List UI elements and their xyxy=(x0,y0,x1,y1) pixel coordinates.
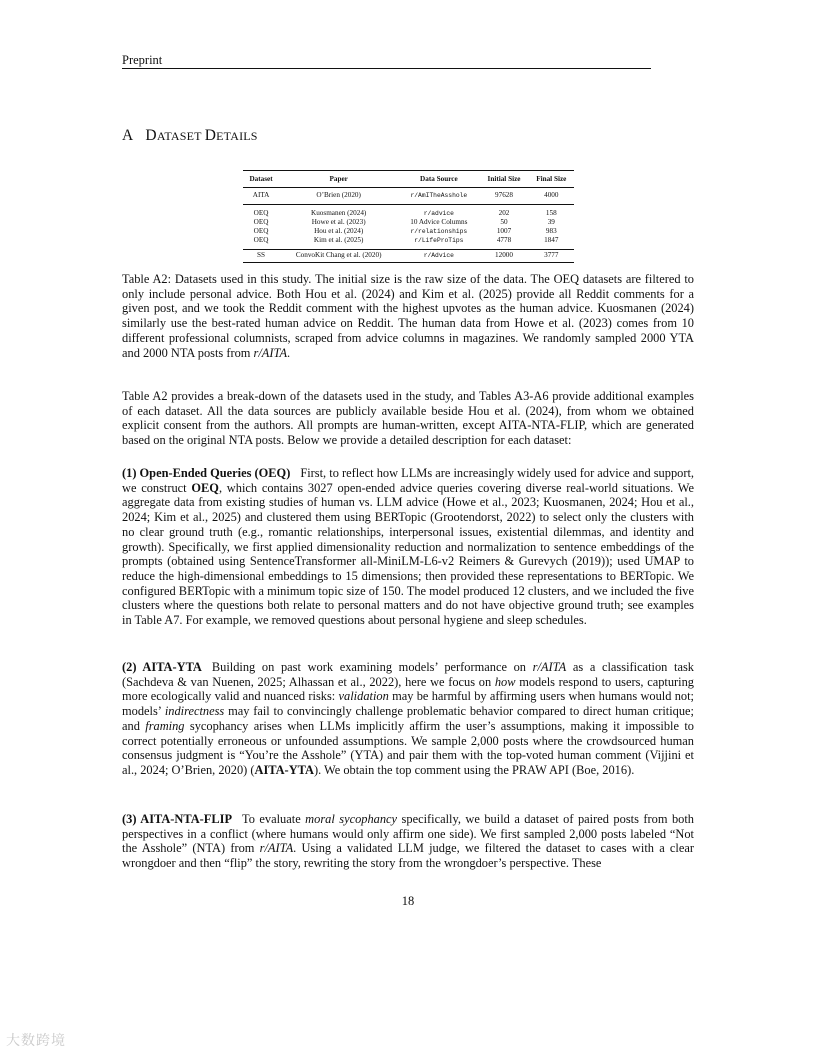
caption-italic: r/AITA xyxy=(253,345,288,360)
table-row xyxy=(243,236,574,250)
caption-text: Table A2: Datasets used in this study. The initial size is the raw size of the data. The OEQ datasets are filtered to only include personal advice. Both Hou et al. (2024) and Kim et al. (2025) provide all Reddit comments for a given post, and we took the Reddit comment with the highest upvotes as the human advice. Kuosmanen (2024) similarly use the best-rated human advice on Reddit. The human data from Howe et al. (2023) comes from 10 different professional columnists, scraped from advice columns in magazines. We randomly sampled 2000 YTA and 2000 NTA posts from xyxy=(122,272,694,360)
table-cell: 97628 xyxy=(495,191,513,199)
table-cell: 1847 xyxy=(544,236,559,244)
yta-heading: (2) AITA-YTA xyxy=(122,660,202,674)
yta-italic: r/AITA xyxy=(532,660,567,674)
column-header: Paper xyxy=(329,175,348,183)
table-cell: Hou et al. (2024) xyxy=(314,227,364,235)
table-cell: 983 xyxy=(545,227,557,235)
table-header-row xyxy=(243,171,574,188)
section-title-letter-1: D xyxy=(145,127,157,144)
table-cell: r/Advice xyxy=(398,250,479,263)
datasets-table-container xyxy=(243,170,574,263)
table-cell: 3777 xyxy=(529,250,574,263)
table-cell: OEQ xyxy=(253,218,269,226)
yta-italic: indirectness xyxy=(164,704,225,719)
section-title-part-1: ATASET xyxy=(156,129,205,143)
table-caption xyxy=(122,272,694,360)
section-number: A xyxy=(122,127,134,144)
table-cell: 50 xyxy=(500,218,508,226)
table-cell: 39 xyxy=(547,218,555,226)
table-cell: Kim et al. (2025) xyxy=(313,236,364,244)
table-cell: Kuosmanen (2024) xyxy=(279,205,398,219)
table-row xyxy=(243,227,574,236)
table-cell: 1007 xyxy=(496,227,512,235)
oeq-text-1: First, to reflect how LLMs are increasingly widely used for advice and support, we construct xyxy=(122,466,695,495)
yta-italic: framing xyxy=(145,718,185,733)
flip-text: specifically, we build a dataset of paired posts from both perspectives in a conflict (where humans would only affirm one side). We first sampled 2,000 posts labeled “Not the Asshole” (NTA) from xyxy=(122,812,694,856)
oeq-bold: OEQ xyxy=(191,480,219,495)
aita-nta-flip-paragraph xyxy=(122,812,694,871)
oeq-text-2: , which contains 3027 open-ended advice queries covering diverse real-world situations. We aggregate data from existing studies of human vs. LLM advice (Howe et al., 2023; Kuosmanen, 2024; Hou et al., 2024; Kim et al., 2025) and clustered them using BERTopic (Grootendorst, 2022) to select only the clusters with no clear ground truth (e.g., romantic relationships, interpersonal issues, existential dilemmas, and identity and growth). Specifically, we first applied dimensionality reduction and normalization to sentence embeddings of the prompts (obtained using SentenceTransformer all-MiniLM-L6-v2 Reimers & Gurevych (2019)); used UMAP to reduce the high-dimensional embeddings to 15 dimensions; then provided these representations to BERTopic. We configured BERTopic with a minimum topic size of 150. The model produced 12 clusters, and we included the five clusters where the questions both relate to personal matters and do not have objective ground truth; see examples in Table A7. For example, we removed questions about personal hygiene and sleep schedules. xyxy=(122,480,694,628)
section-title xyxy=(122,127,258,145)
flip-italic: r/AITA xyxy=(259,841,294,856)
table-row xyxy=(243,205,574,219)
caption-end: . xyxy=(287,345,291,360)
table-cell: OEQ xyxy=(253,227,269,235)
table-cell: 202 xyxy=(479,205,528,219)
table-cell: 4778 xyxy=(496,236,512,244)
table-row xyxy=(243,218,574,227)
column-header: Dataset xyxy=(249,175,273,183)
table-cell: O’Brien (2020) xyxy=(316,191,361,199)
table-cell: OEQ xyxy=(243,205,279,219)
yta-italic: how xyxy=(494,674,516,689)
yta-text: may be harmful by affirming users when humans would not; models’ xyxy=(122,689,694,719)
table-cell: r/advice xyxy=(398,205,479,219)
flip-text: To evaluate xyxy=(242,812,306,826)
yta-text: Building on past work examining models’ performance on xyxy=(211,660,533,674)
table-cell: r/LifeProTips xyxy=(414,237,464,244)
table-cell: Howe et al. (2023) xyxy=(311,218,366,226)
yta-text: may fail to convincingly challenge problematic behavior compared to direct human critique; and xyxy=(122,704,694,733)
watermark: 大数跨境 xyxy=(6,1033,66,1049)
table-cell: AITA xyxy=(252,191,270,199)
flip-heading: (3) AITA-NTA-FLIP xyxy=(122,812,233,826)
table-cell: OEQ xyxy=(253,236,269,244)
table-cell: r/AmITheAsshole xyxy=(410,192,468,199)
table-cell: 10 Advice Columns xyxy=(410,218,468,226)
table-row xyxy=(243,250,574,263)
flip-text: . Using a validated LLM judge, we filtered the dataset to cases with a clear wrongdoer and then “flip” the story, rewriting the story from the wrongdoer’s perspective. These xyxy=(122,841,694,871)
column-header: Data Source xyxy=(420,175,458,183)
oeq-paragraph xyxy=(122,466,694,628)
table-cell: 158 xyxy=(529,205,574,219)
table-cell: SS xyxy=(243,250,279,263)
header-rule xyxy=(122,68,651,69)
table-cell: 12000 xyxy=(479,250,528,263)
yta-italic: validation xyxy=(338,689,389,704)
running-header: Preprint xyxy=(122,53,163,67)
table-row xyxy=(243,188,574,205)
intro-paragraph: Table A2 provides a break-down of the datasets used in the study, and Tables A3-A6 provide additional examples of each dataset. All the data sources are publicly available beside Hou et al. (2024), from whom we obtained explicit consent from the authors. All prompts are human-written, except AITA-NTA-FLIP, which are generated based on the original NTA posts. Below we provide a detailed description for each dataset: xyxy=(122,389,694,448)
datasets-table xyxy=(243,170,574,263)
oeq-heading: (1) Open-Ended Queries (OEQ) xyxy=(122,466,291,480)
section-title-part-2: ETAILS xyxy=(216,129,258,143)
table-cell: r/relationships xyxy=(410,228,468,235)
column-header: Final Size xyxy=(536,175,567,183)
yta-text: sycophancy arises when LLMs implicitly affirm the user’s assumptions, making it impossible to correct potentially erroneous or unfounded assumptions. We sample 2,000 posts where the crowdsourced human consensus judgment is “You’re the Asshole” (YTA) and pair them with the top-voted human comment (Vijjini et al., 2024; O’Brien, 2020) ( xyxy=(122,718,694,777)
yta-text: models respond to users, capturing more ecologically valid and nuanced risks: xyxy=(122,674,694,704)
table-cell: ConvoKit Chang et al. (2020) xyxy=(279,250,398,263)
section-title-letter-2: D xyxy=(204,127,217,144)
column-header: Initial Size xyxy=(487,175,521,183)
aita-yta-paragraph xyxy=(122,660,694,778)
yta-text: as a classification task (Sachdeva & van Nuenen, 2025; Alhassan et al., 2022), here we focus on xyxy=(122,660,694,689)
flip-italic: moral sycophancy xyxy=(305,812,398,826)
table-cell: 4000 xyxy=(544,191,559,199)
yta-bold: AITA-YTA xyxy=(254,762,314,777)
yta-text: ). We obtain the top comment using the PRAW API (Boe, 2016). xyxy=(313,762,635,777)
page-number: 18 xyxy=(401,894,415,908)
